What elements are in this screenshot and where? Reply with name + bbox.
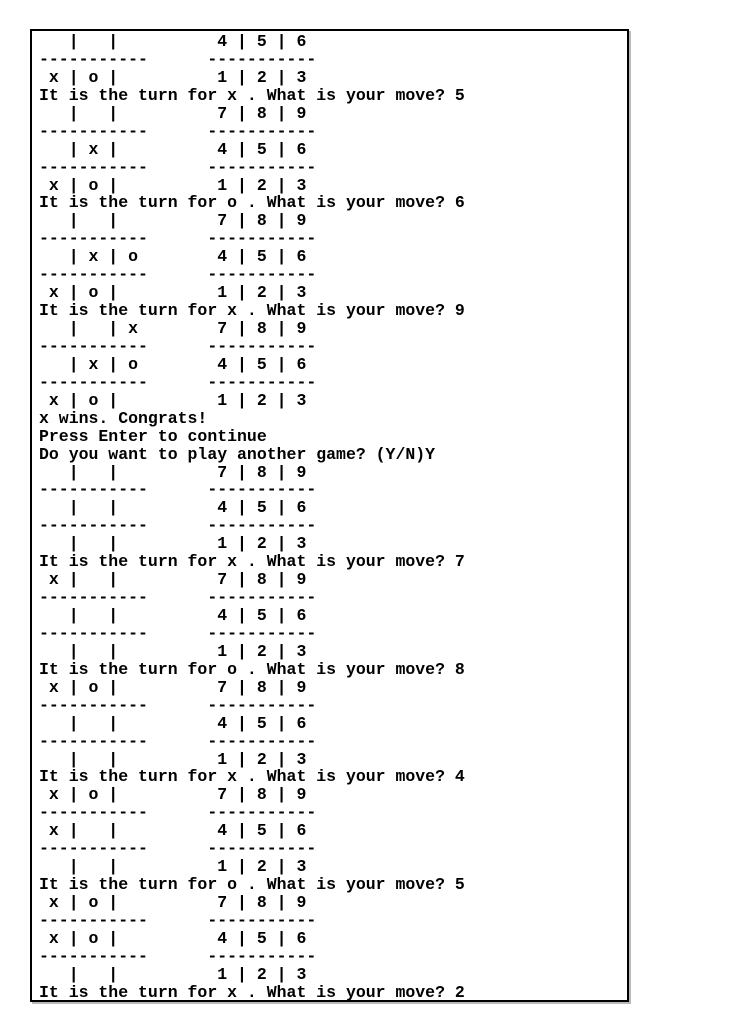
- console-line: x | o | 1 | 2 | 3: [39, 283, 307, 303]
- console-line: x | o | 7 | 8 | 9: [39, 785, 307, 805]
- console-line: x | o | 1 | 2 | 3: [39, 67, 307, 87]
- console-line: It is the turn for x . What is your move? 2: [39, 982, 465, 1002]
- console-line: ----------- -----------: [39, 695, 317, 715]
- console-line: ----------- -----------: [39, 588, 317, 608]
- console-line: x | o | 4 | 5 | 6: [39, 928, 307, 948]
- console-line: | | 7 | 8 | 9: [39, 462, 307, 482]
- console-line: | | 4 | 5 | 6: [39, 32, 307, 51]
- console-line: x | o | 7 | 8 | 9: [39, 677, 307, 697]
- console-line: ----------- -----------: [39, 731, 317, 751]
- console-line: ----------- -----------: [39, 336, 317, 356]
- console-line: Do you want to play another game? (Y/N)Y: [39, 444, 436, 464]
- console-line: | x | o 4 | 5 | 6: [39, 247, 307, 267]
- console-line: x | | 7 | 8 | 9: [39, 570, 307, 590]
- console-line: x wins. Congrats!: [39, 408, 208, 428]
- console-line: | | 1 | 2 | 3: [39, 641, 307, 661]
- console-line: It is the turn for o . What is your move? 8: [39, 659, 465, 679]
- console-line: | | 7 | 8 | 9: [39, 103, 307, 123]
- console-line: ----------- -----------: [39, 49, 317, 69]
- console-line: ----------- -----------: [39, 803, 317, 823]
- console-line: ----------- -----------: [39, 516, 317, 536]
- console-line: Press Enter to continue: [39, 426, 267, 446]
- console-line: It is the turn for o . What is your move? 6: [39, 193, 465, 213]
- console-line: | x | o 4 | 5 | 6: [39, 354, 307, 374]
- console-line: ----------- -----------: [39, 946, 317, 966]
- console-line: ----------- -----------: [39, 839, 317, 859]
- console-line: | | 1 | 2 | 3: [39, 857, 307, 877]
- console-line: ----------- -----------: [39, 623, 317, 643]
- console-line: It is the turn for o . What is your move? 5: [39, 875, 465, 895]
- console-line: | | 1 | 2 | 3: [39, 964, 307, 984]
- console-line: x | o | 1 | 2 | 3: [39, 175, 307, 195]
- console-line: x | | 4 | 5 | 6: [39, 821, 307, 841]
- console-line: | | x 7 | 8 | 9: [39, 319, 307, 338]
- console-line: ----------- -----------: [39, 480, 317, 500]
- console-line: x | o | 7 | 8 | 9: [39, 893, 307, 912]
- console-line: ----------- -----------: [39, 265, 317, 285]
- console-line: It is the turn for x . What is your move? 5: [39, 85, 465, 105]
- console-line: | | 1 | 2 | 3: [39, 534, 307, 554]
- console-line: It is the turn for x . What is your move? 4: [39, 767, 465, 787]
- console-line: ----------- -----------: [39, 910, 317, 930]
- console-output[interactable]: [30, 29, 629, 1002]
- console-line: ----------- -----------: [39, 372, 317, 392]
- console-line: | | 4 | 5 | 6: [39, 606, 307, 625]
- console-line: ----------- -----------: [39, 121, 317, 141]
- console-line: x | o | 1 | 2 | 3: [39, 390, 307, 410]
- console-line: ----------- -----------: [39, 229, 317, 249]
- console-line: | x | 4 | 5 | 6: [39, 139, 307, 159]
- console-line: | | 7 | 8 | 9: [39, 211, 307, 231]
- console-line: | | 4 | 5 | 6: [39, 498, 307, 518]
- console-line: | | 1 | 2 | 3: [39, 749, 307, 769]
- console-line: It is the turn for x . What is your move? 9: [39, 301, 465, 321]
- console-line: ----------- -----------: [39, 157, 317, 177]
- console-line: It is the turn for x . What is your move? 7: [39, 552, 465, 572]
- console-line: | | 4 | 5 | 6: [39, 713, 307, 733]
